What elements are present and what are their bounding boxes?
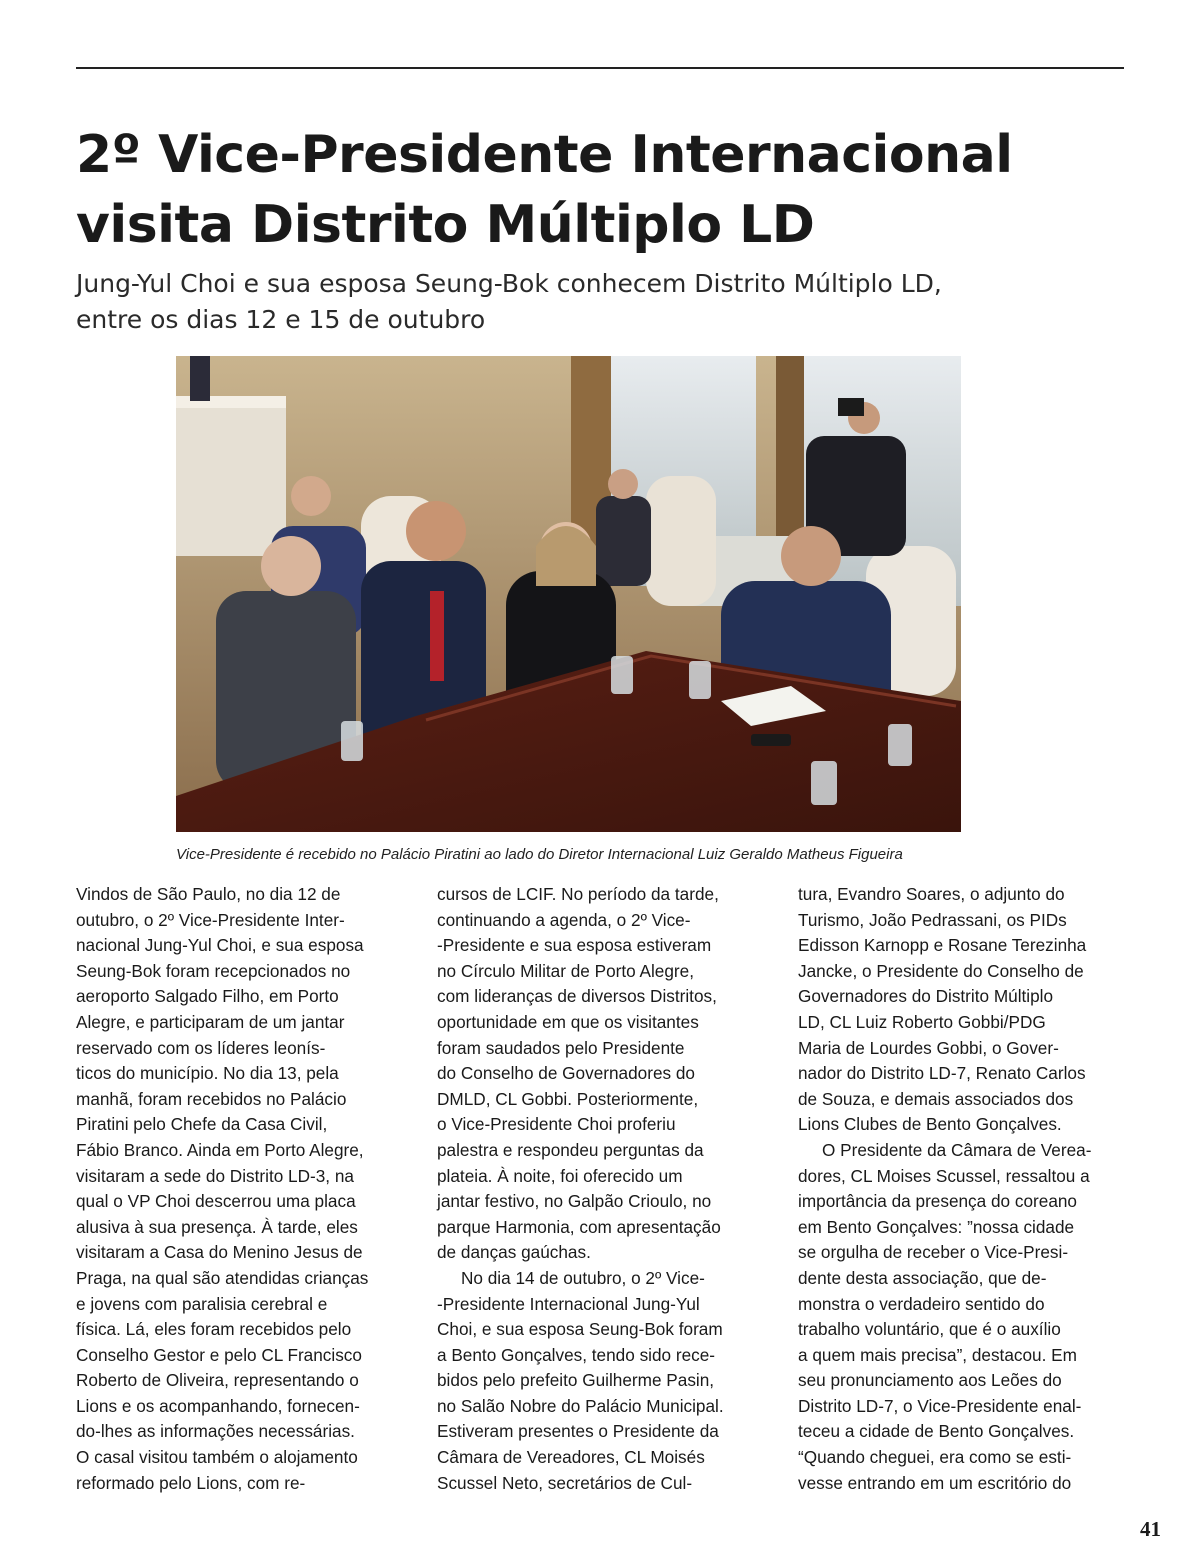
- body-text-line: se orgulha de receber o Vice-Presi-: [798, 1242, 1069, 1263]
- body-text-line: oportunidade em que os visitantes: [437, 1011, 699, 1032]
- body-text-line: -Presidente Internacional Jung-Yul: [437, 1293, 700, 1314]
- body-text-line: Piratini pelo Chefe da Casa Civil,: [76, 1114, 328, 1135]
- body-text-line: teceu a cidade de Bento Gonçalves.: [798, 1421, 1075, 1442]
- subtitle-line-1: Jung-Yul Choi e sua esposa Seung-Bok conhecem Distrito Múltiplo LD,: [76, 269, 942, 298]
- body-text-line: Vindos de São Paulo, no dia 12 de: [76, 884, 341, 904]
- top-rule: [76, 67, 1124, 69]
- meeting-photo-illustration: [176, 356, 961, 832]
- photo-caption: Vice-Presidente é recebido no Palácio Piratini ao lado do Diretor Internacional Luiz Geraldo Matheus Figueira: [176, 846, 903, 863]
- body-text-line: Conselho Gestor e pelo CL Francisco: [76, 1344, 362, 1365]
- body-text-line: qual o VP Choi descerrou uma placa: [76, 1191, 356, 1212]
- body-text-line: reformado pelo Lions, com re-: [76, 1472, 306, 1493]
- body-text-line: reservado com os líderes leonís-: [76, 1037, 326, 1058]
- body-text-line: visitaram a Casa do Menino Jesus de: [76, 1242, 363, 1263]
- body-text-line: DMLD, CL Gobbi. Posteriormente,: [437, 1088, 699, 1109]
- subtitle-line-2: entre os dias 12 e 15 de outubro: [76, 305, 486, 334]
- body-text-line: Seung-Bok foram recepcionados no: [76, 960, 351, 981]
- body-text-line: importância da presença do coreano: [798, 1191, 1077, 1212]
- body-text-line: LD, CL Luiz Roberto Gobbi/PDG: [798, 1011, 1046, 1032]
- body-text-line: manhã, foram recebidos no Palácio: [76, 1088, 347, 1109]
- body-text-line: Edisson Karnopp e Rosane Terezinha: [798, 935, 1087, 956]
- body-text-line: alusiva à sua presença. À tarde, eles: [76, 1216, 358, 1237]
- body-text-line: palestra e respondeu perguntas da: [437, 1139, 704, 1160]
- body-text-line: outubro, o 2º Vice-Presidente Inter-: [76, 909, 345, 930]
- body-text-line: Estiveram presentes o Presidente da: [437, 1421, 719, 1442]
- body-text-line: a quem mais precisa”, destacou. Em: [798, 1344, 1077, 1365]
- body-text-line: foram saudados pelo Presidente: [437, 1037, 685, 1058]
- body-text-line: física. Lá, eles foram recebidos pelo: [76, 1319, 352, 1340]
- body-text-line: Praga, na qual são atendidas crianças: [76, 1267, 369, 1288]
- body-text-line: Jancke, o Presidente do Conselho de: [798, 960, 1084, 981]
- page-number: 41: [1140, 1517, 1161, 1541]
- article-photo: [176, 356, 961, 832]
- body-text-line: Câmara de Vereadores, CL Moisés: [437, 1447, 705, 1468]
- body-text-line: bidos pelo prefeito Guilherme Pasin,: [437, 1370, 715, 1391]
- body-text-line: no Salão Nobre do Palácio Municipal.: [437, 1395, 724, 1416]
- body-text-line: cursos de LCIF. No período da tarde,: [437, 884, 719, 904]
- body-text-line: Turismo, João Pedrassani, os PIDs: [798, 909, 1067, 930]
- body-column-2: [437, 882, 767, 1496]
- headline-line-2: visita Distrito Múltiplo LD: [76, 195, 815, 255]
- body-text-line: tura, Evandro Soares, o adjunto do: [798, 884, 1065, 904]
- body-column-1: [76, 882, 406, 1496]
- body-text-line: jantar festivo, no Galpão Crioulo, no: [437, 1191, 712, 1212]
- body-text-line: “Quando cheguei, era como se esti-: [798, 1447, 1072, 1468]
- body-text-line: ticos do município. No dia 13, pela: [76, 1063, 339, 1084]
- body-text-line: e jovens com paralisia cerebral e: [76, 1293, 328, 1314]
- body-text-line: trabalho voluntário, que é o auxílio: [798, 1319, 1061, 1340]
- body-text-line: Lions Clubes de Bento Gonçalves.: [798, 1114, 1062, 1135]
- body-text-line: nador do Distrito LD-7, Renato Carlos: [798, 1063, 1086, 1084]
- headline-line-1: 2º Vice-Presidente Internacional: [76, 125, 1013, 185]
- body-text-line: continuando a agenda, o 2º Vice-: [437, 909, 691, 930]
- body-text-line: O casal visitou também o alojamento: [76, 1447, 358, 1468]
- body-text-line: O Presidente da Câmara de Verea-: [822, 1139, 1092, 1160]
- body-text-line: Roberto de Oliveira, representando o: [76, 1370, 359, 1391]
- body-text-line: a Bento Gonçalves, tendo sido rece-: [437, 1344, 716, 1365]
- body-text-line: em Bento Gonçalves: ”nossa cidade: [798, 1216, 1075, 1237]
- body-text-line: de danças gaúchas.: [437, 1242, 591, 1263]
- body-text-line: o Vice-Presidente Choi proferiu: [437, 1114, 676, 1135]
- body-text-line: visitaram a sede do Distrito LD-3, na: [76, 1165, 354, 1186]
- body-text-line: Lions e os acompanhando, fornecen-: [76, 1395, 360, 1416]
- body-text-line: no Círculo Militar de Porto Alegre,: [437, 960, 694, 981]
- body-text-line: -Presidente e sua esposa estiveram: [437, 935, 712, 956]
- body-text-line: Scussel Neto, secretários de Cul-: [437, 1472, 693, 1493]
- body-text-line: Distrito LD-7, o Vice-Presidente enal-: [798, 1395, 1082, 1416]
- body-text-line: plateia. À noite, foi oferecido um: [437, 1165, 683, 1186]
- body-text-line: aeroporto Salgado Filho, em Porto: [76, 986, 339, 1007]
- article-subtitle: [76, 266, 1156, 338]
- article-headline: [76, 120, 1136, 260]
- body-column-3: [798, 882, 1128, 1496]
- body-text-line: nacional Jung-Yul Choi, e sua esposa: [76, 935, 364, 956]
- body-text-line: Governadores do Distrito Múltiplo: [798, 986, 1054, 1007]
- body-text-line: monstra o verdadeiro sentido do: [798, 1293, 1045, 1314]
- body-text-line: Choi, e sua esposa Seung-Bok foram: [437, 1319, 723, 1340]
- body-text-line: parque Harmonia, com apresentação: [437, 1216, 721, 1237]
- body-text-line: do-lhes as informações necessárias.: [76, 1421, 355, 1442]
- body-text-line: Maria de Lourdes Gobbi, o Gover-: [798, 1037, 1059, 1058]
- body-text-line: dores, CL Moises Scussel, ressaltou a: [798, 1165, 1090, 1186]
- body-text-line: dente desta associação, que de-: [798, 1267, 1047, 1288]
- body-text-line: do Conselho de Governadores do: [437, 1063, 695, 1084]
- body-text-line: de Souza, e demais associados dos: [798, 1088, 1074, 1109]
- body-text-line: seu pronunciamento aos Leões do: [798, 1370, 1062, 1391]
- body-text-line: com lideranças de diversos Distritos,: [437, 986, 717, 1007]
- body-text-line: No dia 14 de outubro, o 2º Vice-: [461, 1267, 705, 1288]
- body-text-line: Alegre, e participaram de um jantar: [76, 1011, 345, 1032]
- body-text-line: vesse entrando em um escritório do: [798, 1472, 1072, 1493]
- body-text-line: Fábio Branco. Ainda em Porto Alegre,: [76, 1139, 364, 1160]
